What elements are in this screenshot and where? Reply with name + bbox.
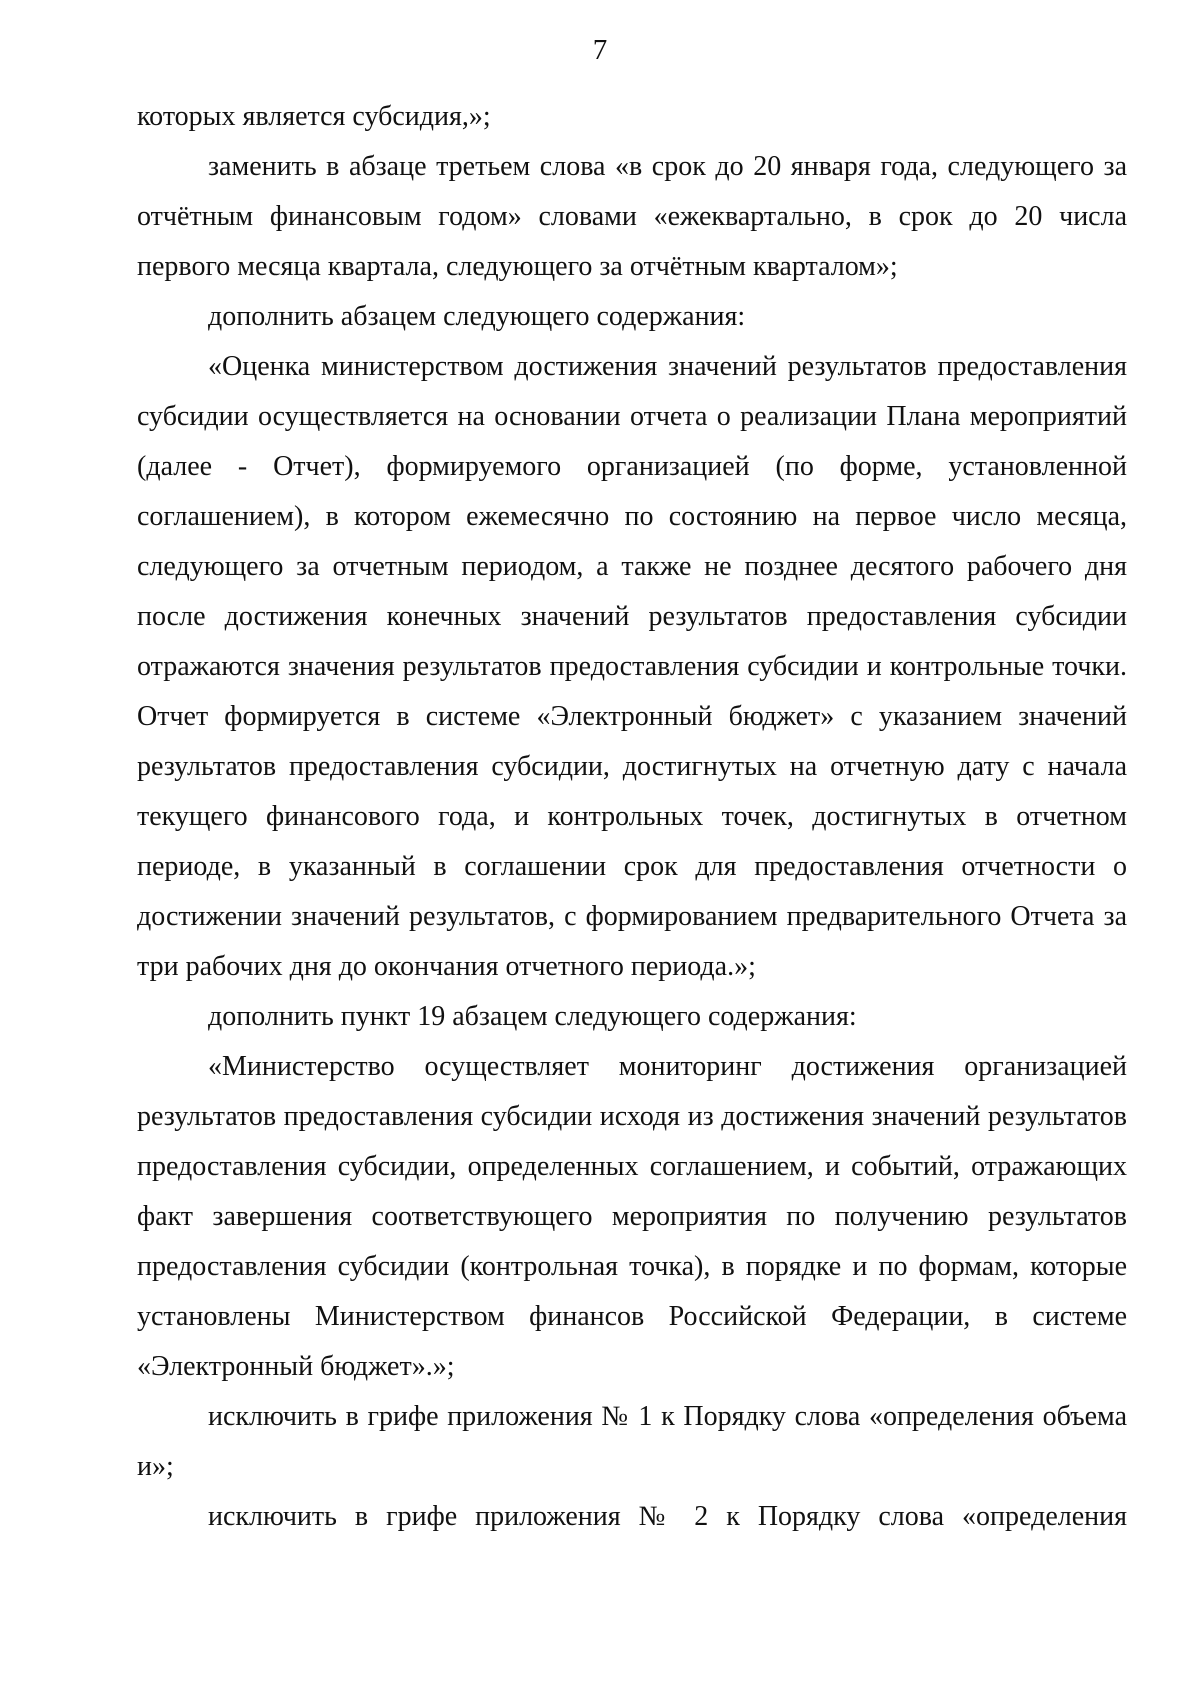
paragraph-6: «Министерство осуществляет мониторинг достижения организацией результатов предоставления субсидии исходя из достижения значений результатов предоставления субсидии, определенных соглашением, и событий, отражающих факт завершения соответствующего мероприятия по получению результатов предоставления субсидии (контрольная точка), в порядке и по формам, которые установлены Министерством финансов Российской Федерации, в системе «Электронный бюджет».»; xyxy=(137,1051,1127,1382)
paragraph-4: «Оценка министерством достижения значений результатов предоставления субсидии осуществляется на основании отчета о реализации Плана мероприятий (далее - Отчет), формируемого организацией (по форме, установленной соглашением), в котором ежемесячно по состоянию на первое число месяца, следующего за отчетным периодом, а также не позднее десятого рабочего дня после достижения конечных значений результатов предоставления субсидии отражаются значения результатов предоставления субсидии и контрольные точки. Отчет формируется в системе «Электронный бюджет» с указанием значений результатов предоставления субсидии, достигнутых на отчетную дату с начала текущего финансового года, и контрольных точек, достигнутых в отчетном периоде, в указанный в соглашении срок для предоставления отчетности о достижении значений результатов, с формированием предварительного Отчета за три рабочих дня до окончания отчетного периода.»; xyxy=(137,351,1127,982)
paragraph-2: заменить в абзаце третьем слова «в срок до 20 января года, следующего за отчётным финансовым годом» словами «ежеквартально, в срок до 20 числа первого месяца квартала, следующего за отчётным кварталом»; xyxy=(137,151,1127,282)
paragraph-3: дополнить абзацем следующего содержания: xyxy=(208,301,746,332)
page-number: 7 xyxy=(592,34,608,66)
paragraph-1: которых является субсидия,»; xyxy=(137,101,491,132)
document-body xyxy=(137,92,1127,1542)
paragraph-8: исключить в грифе приложения № 2 к Порядку слова «определения xyxy=(208,1501,1127,1532)
paragraph-7: исключить в грифе приложения № 1 к Порядку слова «определения объема и»; xyxy=(137,1401,1127,1482)
paragraph-5: дополнить пункт 19 абзацем следующего содержания: xyxy=(208,1001,857,1032)
